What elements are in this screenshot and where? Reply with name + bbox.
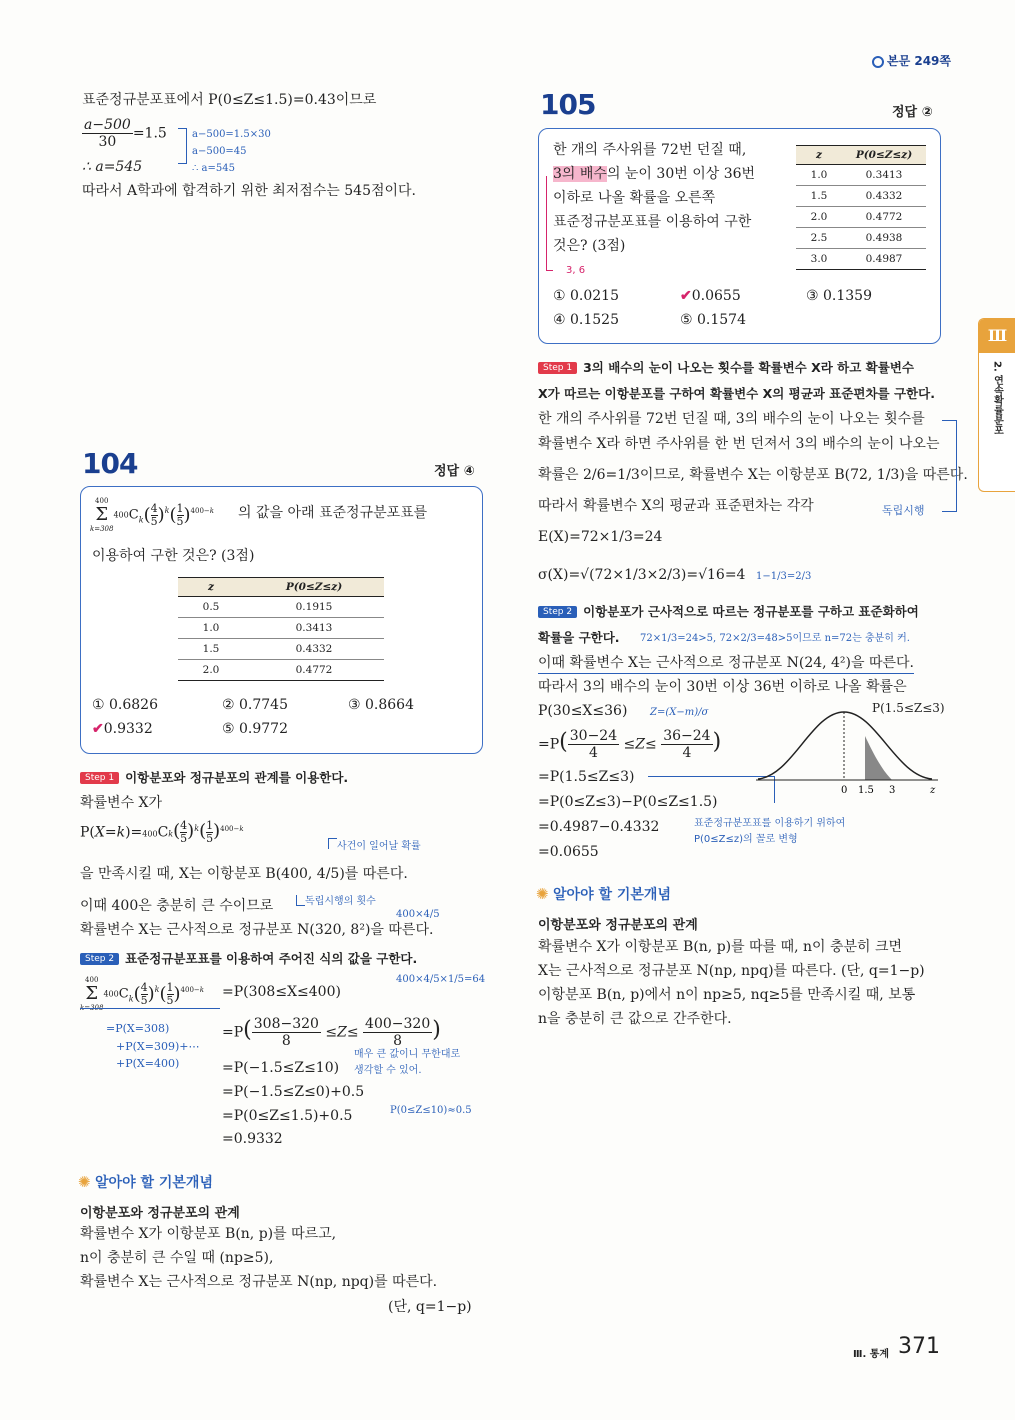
- basic-105-l2: X는 근사적으로 정규분포 N(np, npq)를 따른다. (단, q=1−p): [538, 963, 925, 979]
- step1-105-l2: X가 따르는 이항분포를 구하여 확률변수 X의 평균과 표준편차를 구한다.: [538, 386, 935, 401]
- note-z: Z=(X−m)/σ: [650, 707, 709, 718]
- basic-105-sub: 이항분포와 정규분포의 관계: [538, 918, 698, 933]
- q105-5: 것은? (3점): [553, 238, 626, 254]
- s1-105-t4: 따라서 확률변수 X의 평균과 표준편차는 각각: [538, 498, 814, 514]
- prev-line1: 표준정규분포표에서 P(0≤Z≤1.5)=0.43이므로: [82, 92, 377, 108]
- prev-result: ∴ a=545: [82, 159, 143, 175]
- e6: =0.0655: [538, 844, 599, 860]
- sum-underline: [80, 1008, 220, 1009]
- choice-105-2[interactable]: ✔0.0655: [680, 288, 741, 304]
- step1-104: Step 1 이항분포와 정규분포의 관계를 이용한다.: [80, 768, 348, 786]
- note-400: 400×4/5: [396, 909, 440, 920]
- graph-label: P(1.5≤Z≤3): [872, 701, 945, 715]
- problem-105-answer: 정답 ②: [892, 105, 933, 120]
- note-tab2: P(0≤Z≤z)의 꼴로 변형: [694, 834, 798, 845]
- pink-note-36: 3, 6: [566, 265, 586, 276]
- prev-conclusion: 따라서 A학과에 합격하기 위한 최저점수는 545점이다.: [82, 183, 417, 199]
- s2-eq5: =P(0≤Z≤1.5)+0.5: [222, 1108, 353, 1124]
- check-mark-icon: ✔: [680, 288, 692, 304]
- choice-104-1[interactable]: ① 0.6826: [92, 697, 158, 713]
- shaded-region: [865, 736, 892, 780]
- note-big2: 생각할 수 있어.: [354, 1065, 422, 1076]
- q104-line2: 이용하여 구한 것은? (3점): [92, 548, 255, 564]
- e2: =P( 30−24 4 ≤Z≤ 36−24 4 ): [538, 728, 722, 761]
- choice-105-1[interactable]: ① 0.0215: [553, 288, 619, 304]
- page-number: 371: [898, 1334, 940, 1359]
- check-mark-icon: ✔: [92, 721, 104, 737]
- side-tab-label: 2. 연속확률분포: [991, 361, 1003, 436]
- note-big1: 매우 큰 값이니 무한대로: [354, 1049, 461, 1060]
- sum-note3: +P(X=400): [116, 1057, 180, 1070]
- s1-105-t3: 확률은 2/6=1/3이므로, 확률변수 X는 이항분포 B(72, 1/3)을 따른다.: [538, 467, 968, 483]
- e5: =0.4987−0.4332: [538, 819, 660, 835]
- sum-expression-2: 400 Σ k=308 $400C_k$( 4 5)$^k$( 1 5)$^{400-k}$: [80, 976, 205, 1012]
- lightbulb-icon: ✺: [78, 1173, 91, 1191]
- lightbulb-icon: ✺: [536, 885, 549, 903]
- choice-105-4[interactable]: ④ 0.1525: [553, 312, 619, 328]
- note-trials: 독립시행의 횟수: [296, 895, 376, 909]
- choice-105-5[interactable]: ⑤ 0.1574: [680, 312, 746, 328]
- s1-104-l1: 확률변수 X가: [80, 795, 163, 811]
- s1-105-t2: 확률변수 X라 하면 주사위를 한 번 던져서 3의 배수의 눈이 나오는: [538, 436, 940, 452]
- s1-104-l5: 확률변수 X는 근사적으로 정규분포 N(320, 8²)을 따른다.: [80, 922, 434, 938]
- tick-z: z: [930, 785, 936, 796]
- prev-bracket: [178, 128, 187, 164]
- choice-104-5[interactable]: ⑤ 0.9772: [222, 721, 288, 737]
- s2-eq6: =0.9332: [222, 1131, 283, 1147]
- basic-104-l2: n이 충분히 큰 수일 때 (np≥5),: [80, 1250, 274, 1266]
- basic-104-l3: 확률변수 X는 근사적으로 정규분포 N(np, npq)를 따른다.: [80, 1274, 438, 1290]
- problem-104-number: 104: [82, 447, 138, 480]
- q105-2: 3의 배수의 눈이 30번 이상 36번: [553, 166, 756, 182]
- tick-0: 0: [841, 785, 848, 796]
- s2-eq4: =P(−1.5≤Z≤0)+0.5: [222, 1084, 365, 1100]
- note-event-prob: 사건이 일어날 확률: [328, 838, 421, 854]
- note-indep: 독립시행: [882, 504, 925, 517]
- prev-note2: a−500=45: [192, 146, 247, 157]
- basic-105-title: ✺ 알아야 할 기본개념: [536, 885, 671, 903]
- choice-105-3[interactable]: ③ 0.1359: [806, 288, 872, 304]
- z-table-104: z P(0≤Z≤z) 0.5 0.1915 1.0 0.3413 1.5 0.4332 2.0 0.4772: [178, 577, 384, 681]
- choice-104-2[interactable]: ② 0.7745: [222, 697, 288, 713]
- q105-4: 표준정규분포표를 이용하여 구한: [553, 214, 752, 230]
- prev-note3: ∴ a=545: [192, 163, 235, 174]
- bell-curve: [758, 712, 932, 779]
- step1-105: Step 1 3의 배수의 눈이 나오는 횟수를 확률변수 X라 하고 확률변수: [538, 358, 914, 376]
- basic-104-sub: 이항분포와 정규분포의 관계: [80, 1206, 240, 1221]
- pink-bracket: [546, 176, 553, 271]
- choice-104-3[interactable]: ③ 0.8664: [348, 697, 414, 713]
- side-tab[interactable]: [978, 318, 1015, 492]
- side-tab-roman: Ⅲ: [979, 319, 1015, 353]
- footer-chapter: Ⅲ. 통계: [853, 1349, 890, 1360]
- prev-note1: a−500=1.5×30: [192, 129, 271, 140]
- note-n: 72×1/3=24>5, 72×2/3=48>5이므로 n=72는 충분히 커.: [640, 633, 910, 644]
- pmf-expression: P(X=k)=400Ck( 4 5)$^k$( 1 5)$^{400-k}$: [80, 819, 244, 845]
- s1-104-l3: 을 만족시킬 때, X는 이항분포 B(400, 4/5)를 따른다.: [80, 866, 408, 882]
- note-q: 1−1/3=2/3: [756, 571, 812, 582]
- sum-expression: 400 Σ k=308 $400C_k$( 4 5)$^k$( 1 5)$^{400-k}$: [90, 497, 215, 533]
- step2-105: Step 2 이항분포가 근사적으로 따르는 정규분포를 구하고 표준화하여: [538, 602, 919, 620]
- note-half: P(0≤Z≤10)≈0.5: [390, 1105, 472, 1116]
- circle-icon: [872, 56, 884, 68]
- s2-eq3: =P(−1.5≤Z≤10): [222, 1060, 340, 1076]
- problem-104-answer: 정답 ④: [434, 464, 475, 479]
- problem-105-number: 105: [540, 88, 596, 121]
- sum-note1: =P(X=308): [106, 1022, 170, 1035]
- prev-fraction: $\frac{a-500}{30}$ =1.5: [84, 117, 167, 150]
- basic-105-l3: 이항분포 B(n, p)에서 n이 np≥5, nq≥5를 만족시킬 때, 보통: [538, 987, 916, 1003]
- basic-105-l1: 확률변수 X가 이항분포 B(n, p)를 따를 때, n이 충분히 크면: [538, 939, 903, 955]
- s2-eq1: =P(308≤X≤400): [222, 984, 341, 1000]
- s1-105-t1: 한 개의 주사위를 72번 던질 때, 3의 배수의 눈이 나오는 횟수를: [538, 411, 925, 427]
- sd: σ(X)=√(72×1/3×2/3)=√16=4: [538, 567, 746, 583]
- step2-105-l2: 확률을 구한다.: [538, 630, 620, 645]
- s1-104-l4: 이때 400은 충분히 큰 수이므로: [80, 898, 274, 914]
- q104-line1: 의 값을 아래 표준정규분포표를: [238, 505, 428, 521]
- note-variance: 400×4/5×1/5=64: [396, 974, 486, 985]
- s2-eq2: =P( 308−320 8 ≤Z≤ 400−320 8 ): [222, 1016, 441, 1049]
- s2-105-t1: 이때 확률변수 X는 근사적으로 정규분포 N(24, 4²)을 따른다.: [538, 653, 914, 674]
- q105-3: 이하로 나올 확률을 오른쪽: [553, 190, 716, 206]
- basic-104-l1: 확률변수 X가 이항분포 B(n, p)를 따르고,: [80, 1226, 337, 1242]
- choice-104-4[interactable]: ✔0.9332: [92, 721, 153, 737]
- e1: P(30≤X≤36): [538, 703, 628, 719]
- tick-3: 3: [889, 785, 896, 796]
- sum-note2: +P(X=309)+⋯: [116, 1040, 200, 1053]
- indep-bracket: [942, 420, 957, 512]
- mean: E(X)=72×1/3=24: [538, 529, 663, 545]
- basic-104-title: ✺ 알아야 할 기본개념: [78, 1173, 213, 1191]
- s2-105-t2: 따라서 3의 배수의 눈이 30번 이상 36번 이하로 나올 확률은: [538, 679, 907, 695]
- tick-15: 1.5: [858, 785, 874, 796]
- e3: =P(1.5≤Z≤3): [538, 769, 635, 785]
- e4: =P(0≤Z≤3)−P(0≤Z≤1.5): [538, 794, 718, 810]
- page-ref: 본문 249쪽: [872, 52, 951, 69]
- q105-1: 한 개의 주사위를 72번 던질 때,: [553, 142, 747, 158]
- note-tab1: 표준정규분포표를 이용하기 위하여: [694, 818, 846, 829]
- step2-104: Step 2 표준정규분포표를 이용하여 주어진 식의 값을 구한다.: [80, 949, 417, 967]
- basic-104-l4: (단, q=1−p): [388, 1299, 472, 1315]
- basic-105-l4: n을 충분히 큰 값으로 간주한다.: [538, 1011, 732, 1027]
- z-table-105: z P(0≤Z≤z) 1.0 0.3413 1.5 0.4332 2.0 0.4772 2.5 0.4938 3.0 0.4987: [796, 145, 926, 270]
